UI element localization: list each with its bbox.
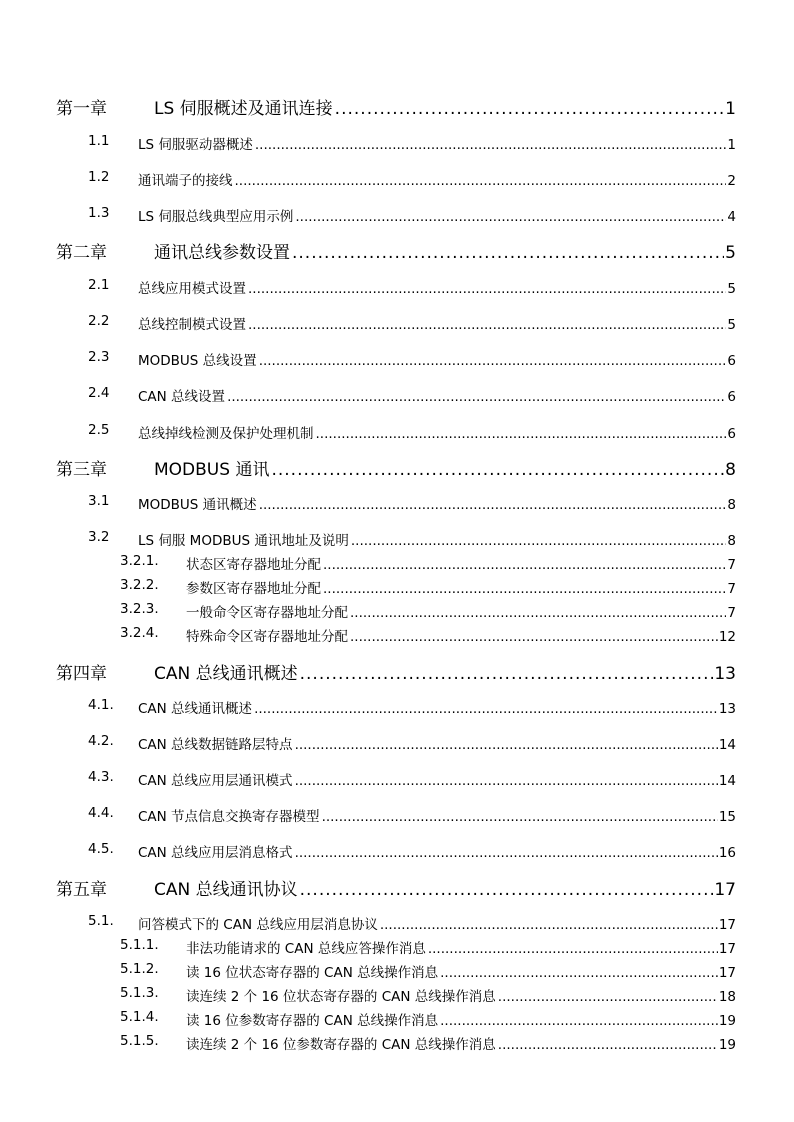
toc-number: 5.1.2. [120,961,159,977]
toc-section-entry[interactable] [88,349,736,369]
toc-page-number: 7 [727,605,736,621]
toc-page-number: 1 [727,137,736,153]
toc-chapter-entry[interactable] [56,875,736,900]
toc-title: LS 伺服驱动器概述 [138,137,253,153]
toc-subsection-entry[interactable] [120,601,736,621]
toc-number: 1.2 [88,169,110,185]
toc-subsection-entry[interactable] [120,1033,736,1053]
toc-leader-dots [323,557,726,573]
toc-subsection-entry[interactable] [120,1009,736,1029]
toc-section-entry[interactable] [88,313,736,333]
toc-leader-dots [254,701,718,717]
toc-page-number: 6 [727,353,736,369]
toc-page-number: 14 [718,773,736,789]
toc-number: 5.1.4. [120,1009,159,1025]
toc-leader-dots [259,497,727,513]
toc-page-number: 8 [727,497,736,513]
toc-title: CAN 总线通讯概述 [154,664,298,684]
toc-section-entry[interactable] [88,697,736,717]
toc-subsection-entry[interactable] [120,937,736,957]
toc-page-number: 7 [727,581,736,597]
toc-title: 一般命令区寄存器地址分配 [186,605,348,621]
toc-page-number: 4 [727,209,736,225]
toc-title: CAN 总线应用层消息格式 [138,845,293,861]
toc-number: 4.3. [88,769,114,785]
toc-title: 状态区寄存器地址分配 [186,557,321,573]
toc-section-entry[interactable] [88,493,736,513]
toc-page-number: 5 [727,317,736,333]
toc-section-entry[interactable] [88,277,736,297]
toc-number: 第一章 [56,99,107,119]
toc-page-number: 2 [727,173,736,189]
toc-page-number: 15 [718,809,736,825]
toc-title: 非法功能请求的 CAN 总线应答操作消息 [186,941,426,957]
toc-number: 2.2 [88,313,110,329]
toc-leader-dots [300,880,714,900]
toc-page-number: 1 [725,99,736,119]
toc-title: 特殊命令区寄存器地址分配 [186,629,348,645]
toc-page-number: 5 [727,281,736,297]
toc-page-number: 17 [718,917,736,933]
toc-number: 3.2.3. [120,601,159,617]
toc-title: CAN 总线应用层通讯模式 [138,773,293,789]
toc-leader-dots [351,533,727,549]
toc-section-entry[interactable] [88,169,736,189]
toc-title: CAN 总线通讯概述 [138,701,253,717]
toc-title: 总线应用模式设置 [138,281,246,297]
toc-number: 5.1.3. [120,985,159,1001]
toc-title: CAN 总线设置 [138,389,226,405]
toc-number: 3.1 [88,493,110,509]
toc-page-number: 7 [727,557,736,573]
toc-title: CAN 总线数据链路层特点 [138,737,293,753]
toc-leader-dots [498,1037,718,1053]
toc-number: 4.2. [88,733,114,749]
toc-leader-dots [295,773,718,789]
toc-number: 第五章 [56,880,107,900]
toc-section-entry[interactable] [88,422,736,442]
toc-leader-dots [227,389,726,405]
toc-leader-dots [440,965,718,981]
toc-leader-dots [380,917,718,933]
toc-page-number: 19 [718,1037,736,1053]
toc-number: 2.1 [88,277,110,293]
toc-number: 3.2.2. [120,577,159,593]
toc-section-entry[interactable] [88,913,736,933]
toc-title: LS 伺服概述及通讯连接 [154,99,333,119]
toc-number: 第三章 [56,460,107,480]
toc-page-number: 19 [718,1013,736,1029]
toc-subsection-entry[interactable] [120,625,736,645]
toc-page-number: 8 [725,460,736,480]
toc-number: 4.1. [88,697,114,713]
toc-leader-dots [235,173,727,189]
toc-chapter-entry[interactable] [56,94,736,119]
toc-number: 5.1. [88,913,114,929]
toc-leader-dots [316,426,727,442]
toc-page-number: 16 [718,845,736,861]
toc-number: 第四章 [56,664,107,684]
toc-subsection-entry[interactable] [120,577,736,597]
toc-leader-dots [498,989,718,1005]
toc-section-entry[interactable] [88,733,736,753]
toc-page-number: 6 [727,389,736,405]
toc-leader-dots [248,281,726,297]
toc-title: 总线掉线检测及保护处理机制 [138,426,314,442]
toc-page-number: 5 [725,243,736,263]
toc-title: 读连续 2 个 16 位参数寄存器的 CAN 总线操作消息 [186,1037,496,1053]
toc-section-entry[interactable] [88,805,736,825]
toc-subsection-entry[interactable] [120,985,736,1005]
toc-title: MODBUS 通讯概述 [138,497,257,513]
toc-leader-dots [335,99,725,119]
toc-leader-dots [271,460,724,480]
toc-chapter-entry[interactable] [56,659,736,684]
toc-section-entry[interactable] [88,385,736,405]
toc-section-entry[interactable] [88,205,736,225]
toc-leader-dots [350,605,726,621]
toc-chapter-entry[interactable] [56,455,736,480]
toc-title: LS 伺服总线典型应用示例 [138,209,294,225]
toc-leader-dots [322,809,718,825]
toc-number: 4.5. [88,841,114,857]
toc-page-number: 8 [727,533,736,549]
toc-page-number: 17 [718,965,736,981]
toc-leader-dots [300,664,714,684]
toc-number: 3.2 [88,529,110,545]
toc-number: 第二章 [56,243,107,263]
toc-title: 通讯端子的接线 [138,173,233,189]
toc-leader-dots [259,353,727,369]
toc-number: 3.2.1. [120,553,159,569]
toc-leader-dots [428,941,718,957]
toc-page-number: 12 [718,629,736,645]
toc-leader-dots [255,137,727,153]
toc-leader-dots [292,243,724,263]
toc-number: 2.4 [88,385,110,401]
toc-page-number: 13 [714,664,736,684]
toc-leader-dots [440,1013,718,1029]
toc-number: 1.3 [88,205,110,221]
toc-number: 5.1.5. [120,1033,159,1049]
toc-leader-dots [350,629,718,645]
toc-chapter-entry[interactable] [56,238,736,263]
toc-page-number: 18 [718,989,736,1005]
toc-section-entry[interactable] [88,133,736,153]
toc-title: 读连续 2 个 16 位状态寄存器的 CAN 总线操作消息 [186,989,496,1005]
toc-number: 4.4. [88,805,114,821]
toc-section-entry[interactable] [88,529,736,549]
toc-section-entry[interactable] [88,769,736,789]
toc-title: 读 16 位状态寄存器的 CAN 总线操作消息 [186,965,439,981]
toc-leader-dots [323,581,726,597]
toc-subsection-entry[interactable] [120,961,736,981]
toc-page-number: 13 [718,701,736,717]
toc-section-entry[interactable] [88,841,736,861]
toc-page-number: 6 [727,426,736,442]
toc-number: 1.1 [88,133,110,149]
toc-title: 读 16 位参数寄存器的 CAN 总线操作消息 [186,1013,439,1029]
toc-title: MODBUS 通讯 [154,460,270,480]
toc-subsection-entry[interactable] [120,553,736,573]
toc-title: 问答模式下的 CAN 总线应用层消息协议 [138,917,378,933]
toc-leader-dots [295,209,726,225]
toc-number: 2.3 [88,349,110,365]
toc-leader-dots [248,317,726,333]
toc-leader-dots [295,737,718,753]
toc-number: 3.2.4. [120,625,159,641]
toc-leader-dots [295,845,718,861]
toc-title: 通讯总线参数设置 [154,243,290,263]
toc-number: 2.5 [88,422,110,438]
toc-title: CAN 节点信息交换寄存器模型 [138,809,320,825]
toc-page-number: 17 [718,941,736,957]
toc-title: CAN 总线通讯协议 [154,880,298,900]
toc-title: 总线控制模式设置 [138,317,246,333]
toc-title: LS 伺服 MODBUS 通讯地址及说明 [138,533,349,549]
toc-page-number: 17 [714,880,736,900]
toc-number: 5.1.1. [120,937,159,953]
toc-page-number: 14 [718,737,736,753]
toc-title: 参数区寄存器地址分配 [186,581,321,597]
toc-title: MODBUS 总线设置 [138,353,257,369]
